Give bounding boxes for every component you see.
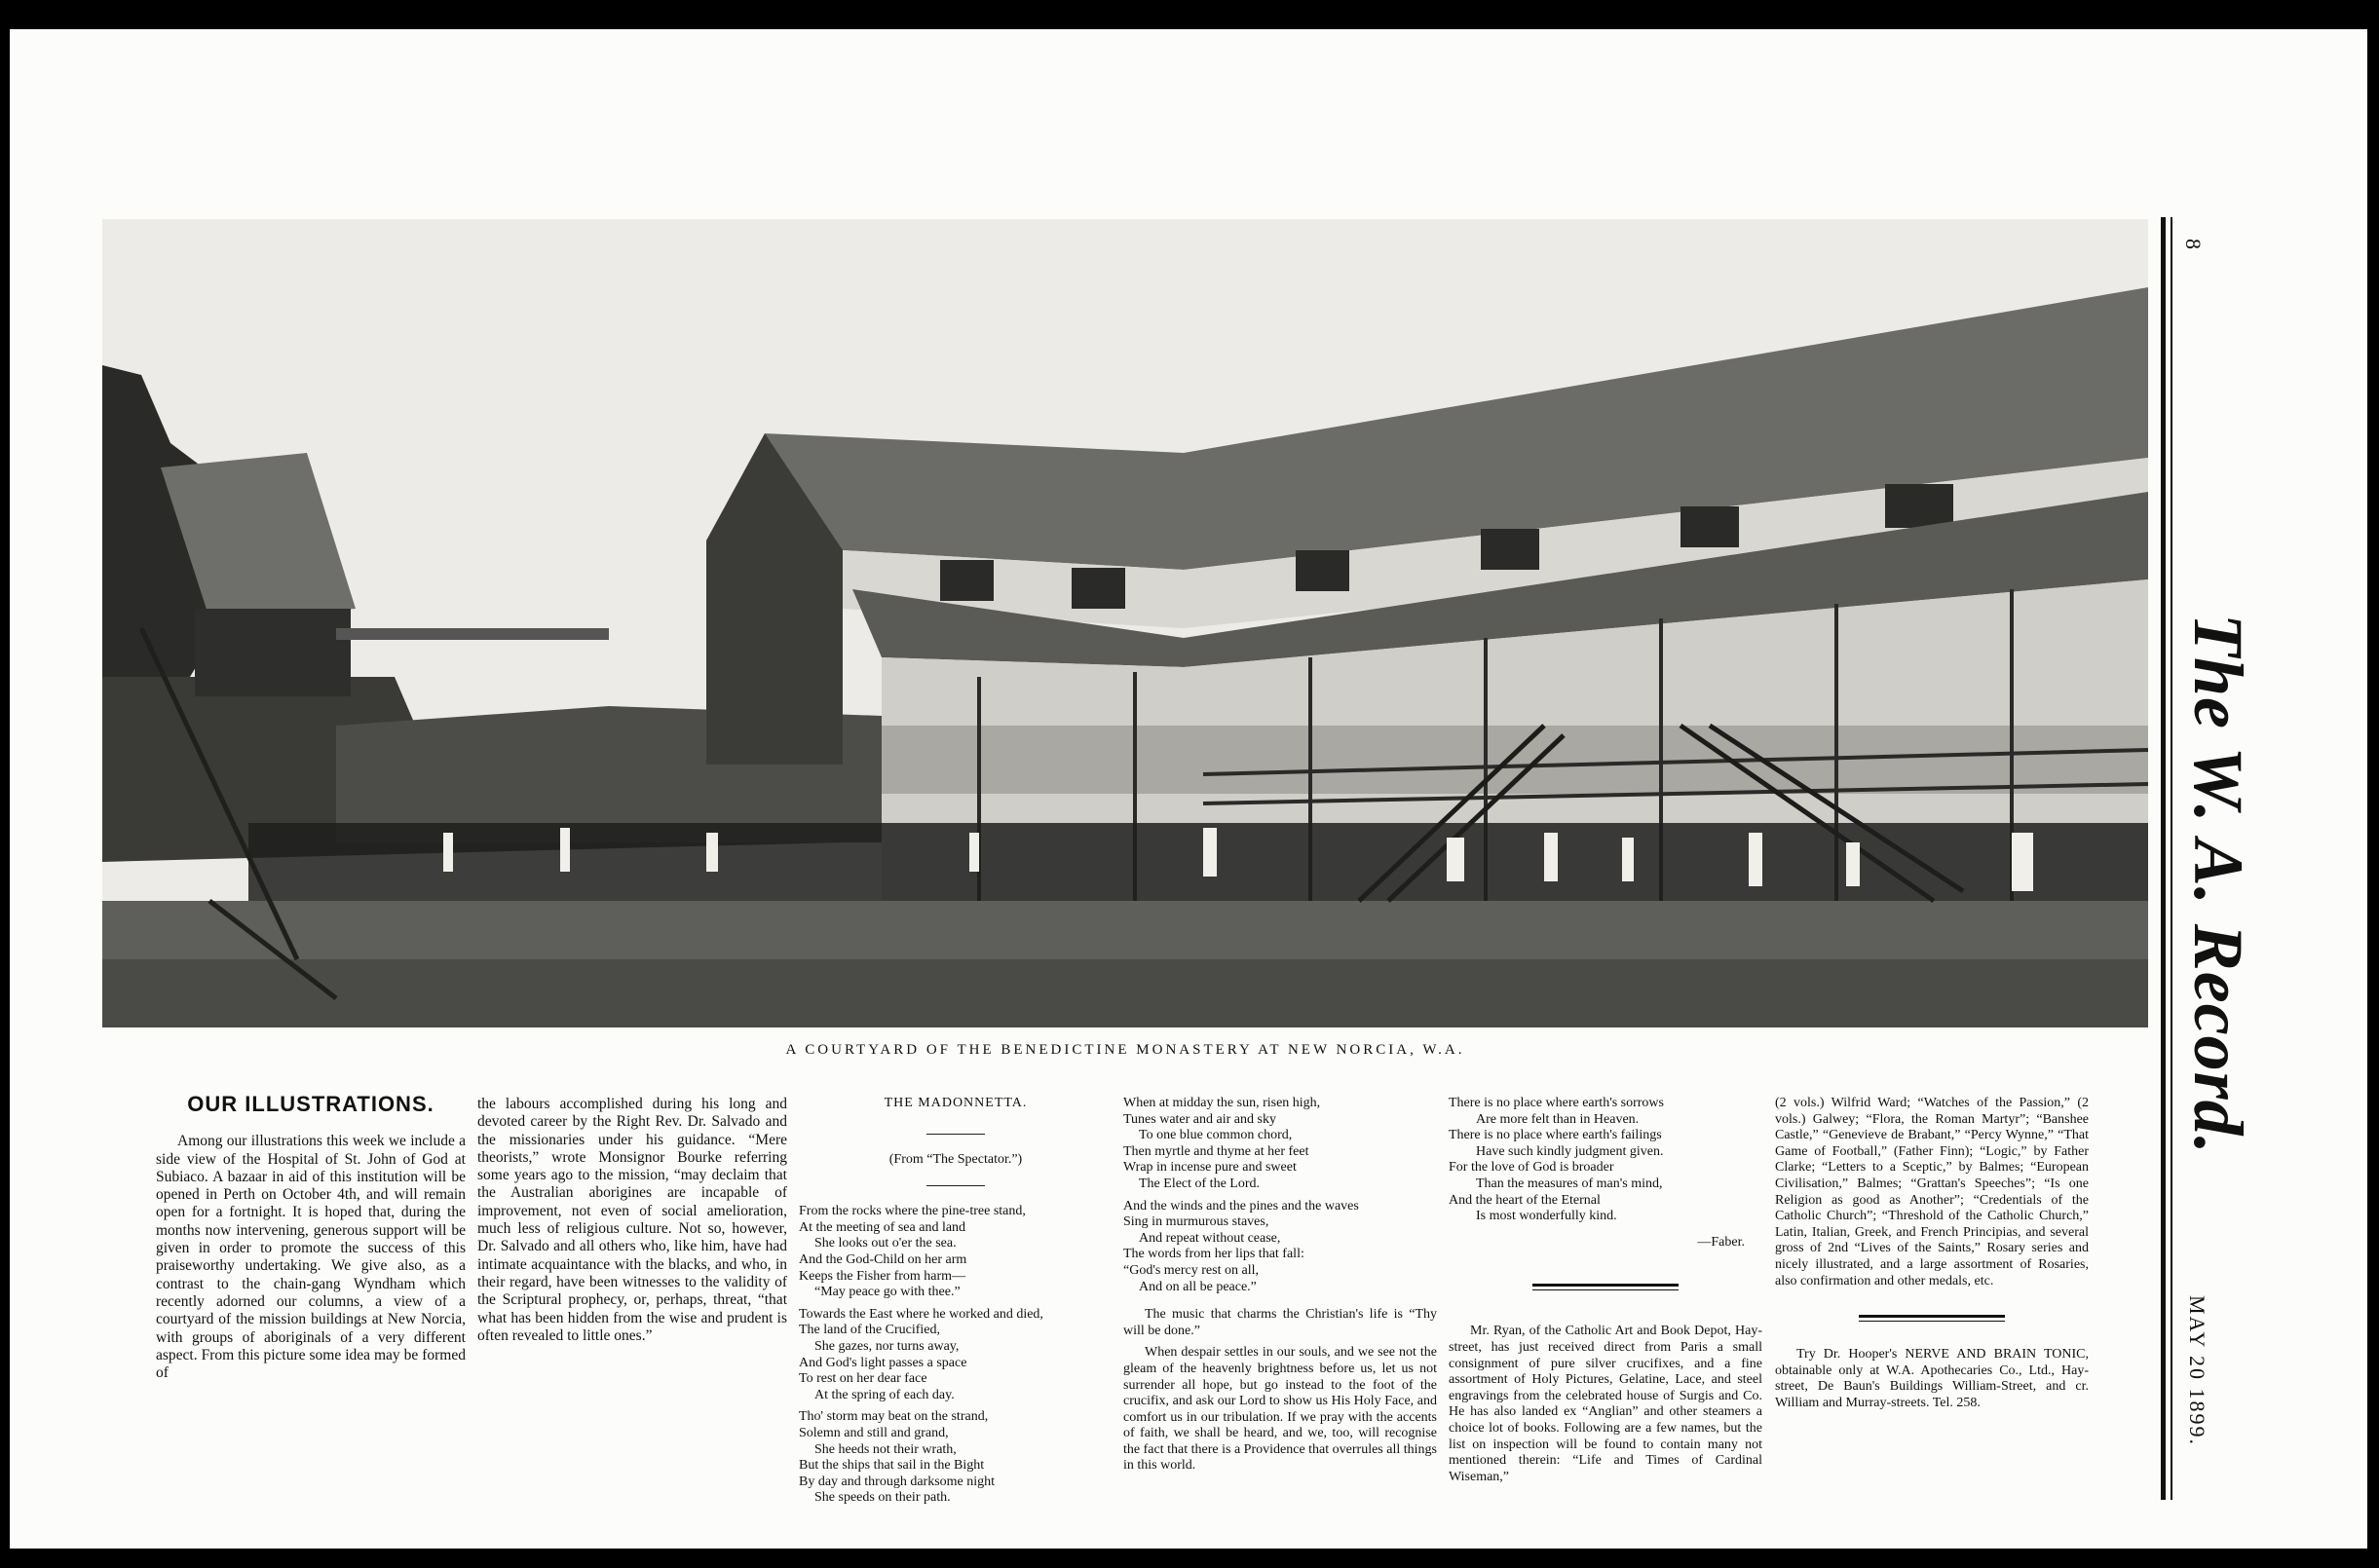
poem-line: She heeds not their wrath, bbox=[814, 1441, 957, 1457]
poem-line: When at midday the sun, risen high, bbox=[1123, 1096, 1321, 1110]
ryan-notice-continued: (2 vols.) Wilfrid Ward; “Watches of the Passion,” (2 vols.) Galwey; “Flora, the Roman Martyr”; “Banshee Castle,” “Genevieve de Brabant,” “Percy Wynne,” “That Game of Football,” (Father Finn); “Logic,” by Father Clarke; “Letters to a Sceptic,” by Balmes; “European Civilisation,” Balmes; “Grattan's Speeches”; “Is one Religion as good as Another”; “Credentials of the Catholic Church”; “Threshold of the Catholic Church,” Latin, Italian, Greek, and French Principias, and several gross of 2nd “Lives of the Saints,” Rosary series and nicely illustrated, and a large assortment of Rosaries, also confirmation and other medals, etc. bbox=[1775, 1096, 2089, 1288]
poem-line: But the ships that sail in the Bight bbox=[799, 1458, 985, 1474]
column-2 bbox=[477, 1096, 787, 1345]
poem-line: The words from her lips that fall: bbox=[1123, 1247, 1304, 1262]
poem-stanza-4 bbox=[1123, 1096, 1437, 1193]
poem-stanza-3 bbox=[799, 1409, 1113, 1507]
prose-paragraph-1: The music that charms the Christian's life is “Thy will be done.” bbox=[1123, 1307, 1437, 1338]
poem-line: Tho' storm may beat on the strand, bbox=[799, 1409, 989, 1425]
verse-line: Is most wonderfully kind. bbox=[1476, 1209, 1617, 1224]
poem-line: The Elect of the Lord. bbox=[1139, 1176, 1261, 1191]
poem-line: Wrap in incense pure and sweet bbox=[1123, 1160, 1297, 1176]
poem-line: The land of the Crucified, bbox=[799, 1323, 941, 1338]
monastery-courtyard-image bbox=[102, 219, 2148, 1027]
poem-title: THE MADONNETTA. bbox=[884, 1096, 1028, 1110]
poem-line: Tunes water and air and sky bbox=[1123, 1111, 1276, 1127]
poem-line: Solemn and still and grand, bbox=[799, 1425, 949, 1440]
poem-stanza-1 bbox=[799, 1204, 1113, 1301]
poem-line: And on all be peace.” bbox=[1139, 1279, 1257, 1294]
prose-paragraph-2: When despair settles in our souls, and we see not the gleam of the heavenly brightness before us, let us not surrender all hope, but go instead to the foot of the crucifix, and ask our Lord to show us His Holy Face, and comfort us in our tribulation. If we pray with the accents of faith, we shall be heard, and we, too, will recognise the fact that there is a Providence that overrules all things in this world. bbox=[1123, 1345, 1437, 1474]
poem-line: From the rocks where the pine-tree stand, bbox=[799, 1204, 1026, 1219]
verse-line: Are more felt than in Heaven. bbox=[1476, 1111, 1640, 1127]
poem-line: And God's light passes a space bbox=[799, 1355, 967, 1370]
verse-line: For the love of God is broader bbox=[1449, 1160, 1614, 1176]
verse-line: And the heart of the Eternal bbox=[1449, 1192, 1601, 1208]
masthead-rule-thin bbox=[2171, 217, 2172, 1500]
poem-line: She looks out o'er the sea. bbox=[814, 1236, 957, 1251]
poem-stanza-2 bbox=[799, 1307, 1113, 1404]
masthead-title: The W. A. Record. bbox=[2179, 614, 2257, 1155]
column-6 bbox=[1775, 1096, 2089, 1412]
poem-source: (From “The Spectator.”) bbox=[888, 1151, 1023, 1167]
verse-line: Have such kindly judgment given. bbox=[1476, 1143, 1664, 1159]
poem-line: Sing in murmurous staves, bbox=[1123, 1214, 1269, 1230]
column-5 bbox=[1449, 1096, 1762, 1485]
verse-line: There is no place where earth's sorrows bbox=[1449, 1096, 1664, 1110]
section-divider bbox=[1532, 1284, 1679, 1290]
poem-line: “God's mercy rest on all, bbox=[1123, 1262, 1259, 1278]
courtyard-photograph bbox=[102, 219, 2148, 1027]
poem-line: At the meeting of sea and land bbox=[799, 1219, 966, 1235]
faber-verse bbox=[1449, 1096, 1762, 1225]
ryan-notice: Mr. Ryan, of the Catholic Art and Book Depot, Hay-street, has just received direct from Paris a small consignment of pure silver crucifixes, and a fine assortment of Holy Pictures, Gelatine, Lace, and steel engravings from the celebrated house of Surgis and Co. He has also landed ex “Anglian” and other steamers a choice lot of books. Following are a few names, but the list on inspection will be found to contain many not mentioned therein: “Life and Times of Cardinal Wiseman,” bbox=[1449, 1324, 1762, 1484]
masthead-rule bbox=[2161, 217, 2166, 1500]
poem-line: To one blue common chord, bbox=[1139, 1128, 1293, 1143]
illustrations-headline: OUR ILLUSTRATIONS. bbox=[187, 1092, 434, 1116]
poem-line: And the winds and the pines and the waves bbox=[1123, 1198, 1359, 1213]
photo-caption: A COURTYARD OF THE BENEDICTINE MONASTERY AT NEW NORCIA, W.A. bbox=[785, 1042, 1465, 1058]
section-divider bbox=[1859, 1315, 2005, 1322]
newspaper-page bbox=[10, 29, 2367, 1549]
poem-line: Towards the East where he worked and died, bbox=[799, 1306, 1043, 1322]
poem-line: Then myrtle and thyme at her feet bbox=[1123, 1143, 1309, 1159]
poem-line: By day and through darksome night bbox=[799, 1474, 996, 1489]
verse-line: There is no place where earth's failings bbox=[1449, 1128, 1662, 1143]
faber-attribution: —Faber. bbox=[1697, 1234, 1745, 1250]
column-4 bbox=[1123, 1096, 1437, 1475]
dateline: MAY 20 1899. bbox=[2185, 1295, 2209, 1447]
poem-line: At the spring of each day. bbox=[814, 1387, 955, 1402]
illustrations-paragraph-2: the labours accomplished during his long and devoted career by the Right Rev. Dr. Salvado and the missionaries under his guidance. “Mere theorists,” wrote Monsignor Bourke referring some years ago to the mission, “may declaim that the Australian aborigines are incapable of improvement, not even of social amelioration, much less of religious culture. Not so, however, Dr. Salvado and all others who, like him, have had intimate acquaintance with the blacks, and who, in their regard, have been witnesses to the validity of the Scriptural prophecy, or, perhaps, threat, “that what has been hidden from the wise and prudent is often revealed to little ones.” bbox=[477, 1096, 787, 1344]
column-1 bbox=[156, 1092, 466, 1382]
poem-line: She speeds on their path. bbox=[814, 1490, 951, 1506]
poem-line: And repeat without cease, bbox=[1139, 1230, 1281, 1246]
poem-line: And the God-Child on her arm bbox=[799, 1251, 967, 1267]
column-3 bbox=[799, 1096, 1113, 1512]
poem-line: “May peace go with thee.” bbox=[814, 1285, 961, 1300]
verse-line: Than the measures of man's mind, bbox=[1476, 1176, 1663, 1191]
tonic-advert: Try Dr. Hooper's NERVE AND BRAIN TONIC, obtainable only at W.A. Apothecaries Co., Ltd., Hay-street, De Baun's Buildings William-Street, and cr. William and Murray-streets. Tel. 258. bbox=[1775, 1347, 2089, 1410]
poem-stanza-5 bbox=[1123, 1199, 1437, 1296]
poem-line: She gazes, nor turns away, bbox=[814, 1338, 960, 1354]
poem-title-rule bbox=[926, 1134, 985, 1135]
page-number: 8 bbox=[2181, 239, 2206, 249]
illustrations-paragraph-1: Among our illustrations this week we include a side view of the Hospital of St. John of God at Subiaco. A bazaar in aid of this institution will be opened in Perth on October 4th, and will remain open for a fortnight. It is hoped that, during the months now intervening, generous support will be given in order to promote the success of this praiseworthy undertaking. We give also, as a contrast to the chain-gang Wyndham which recently adorned our columns, a view of a courtyard of the mission buildings at New Norcia, with groups of aboriginals of a very different aspect. From this picture some idea may be formed of bbox=[156, 1133, 466, 1382]
poem-line: To rest on her dear face bbox=[799, 1371, 927, 1387]
poem-source-rule bbox=[926, 1185, 985, 1186]
poem-line: Keeps the Fisher from harm— bbox=[799, 1268, 966, 1284]
